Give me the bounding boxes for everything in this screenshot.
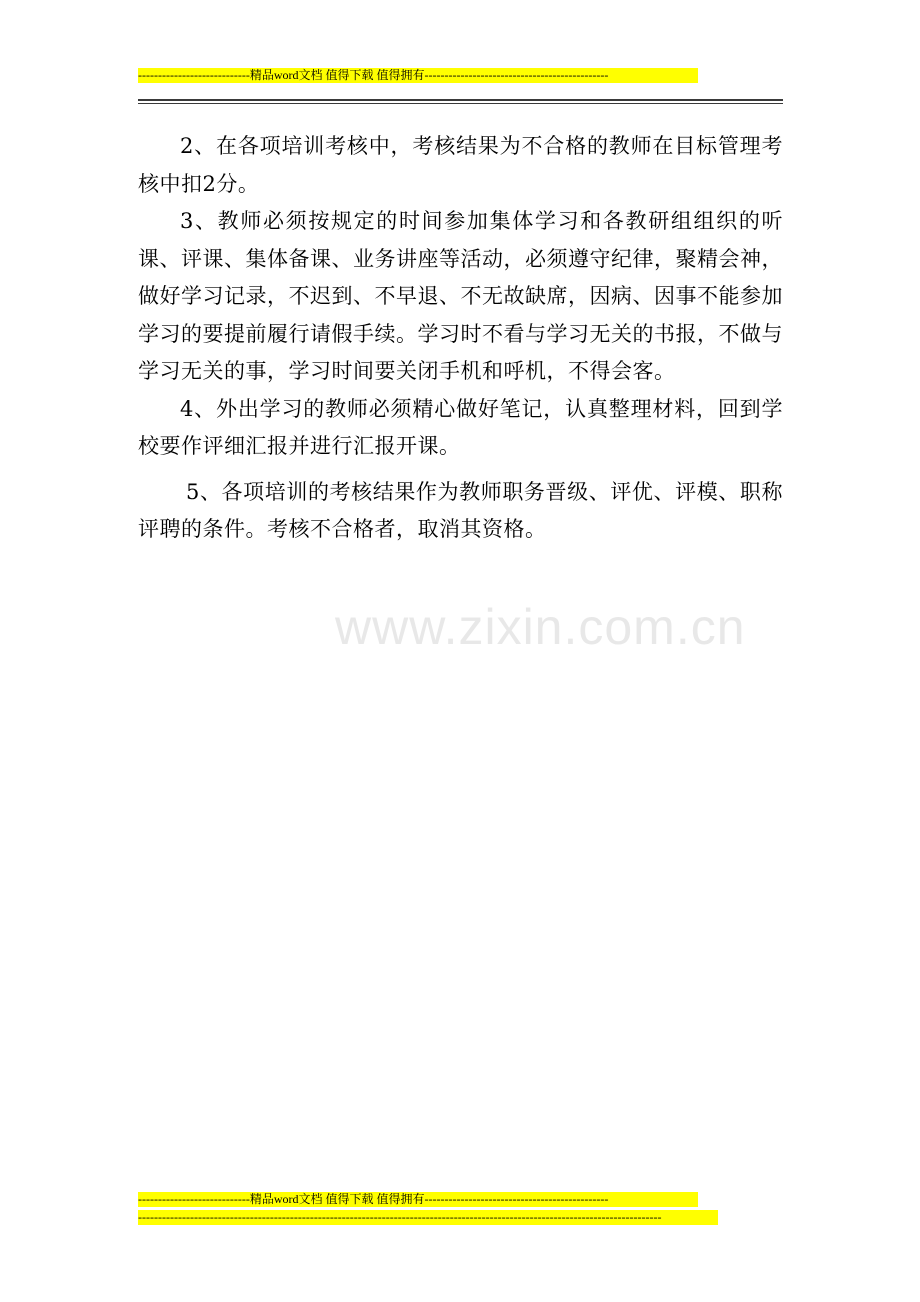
footer-dash-line: ----------------------------------------------------------------------------------------------------------------------------------- xyxy=(138,1210,718,1225)
paragraph-3: 3、教师必须按规定的时间参加集体学习和各教研组组织的听课、评课、集体备课、业务讲座等活动，必须遵守纪律，聚精会神，做好学习记录，不迟到、不早退、不无故缺席，因病、因事不能参加学习的要提前履行请假手续。学习时不看与学习无关的书报，不做与学习无关的事，学习时间要关闭手机和呼机，不得会客。 xyxy=(138,209,783,383)
watermark: www.zixin.com.cn xyxy=(335,599,746,655)
paragraph-2: 2、在各项培训考核中，考核结果为不合格的教师在目标管理考核中扣2分。 xyxy=(138,134,783,196)
paragraph-4: 4、外出学习的教师必须精心做好笔记，认真整理材料，回到学校要作评细汇报并进行汇报开课。 xyxy=(138,396,783,458)
header-banner: ----------------------------精品word文档 值得下载 值得拥有---------------------------------------------- xyxy=(138,68,698,83)
footer-banner: ----------------------------精品word文档 值得下载 值得拥有---------------------------------------------- xyxy=(138,1192,698,1207)
header-rule-thick xyxy=(138,99,783,101)
header-rule-thin xyxy=(138,103,783,104)
document-body xyxy=(138,128,783,549)
paragraph-5: 5、各项培训的考核结果作为教师职务晋级、评优、评模、职称评聘的条件。考核不合格者，取消其资格。 xyxy=(138,479,783,541)
